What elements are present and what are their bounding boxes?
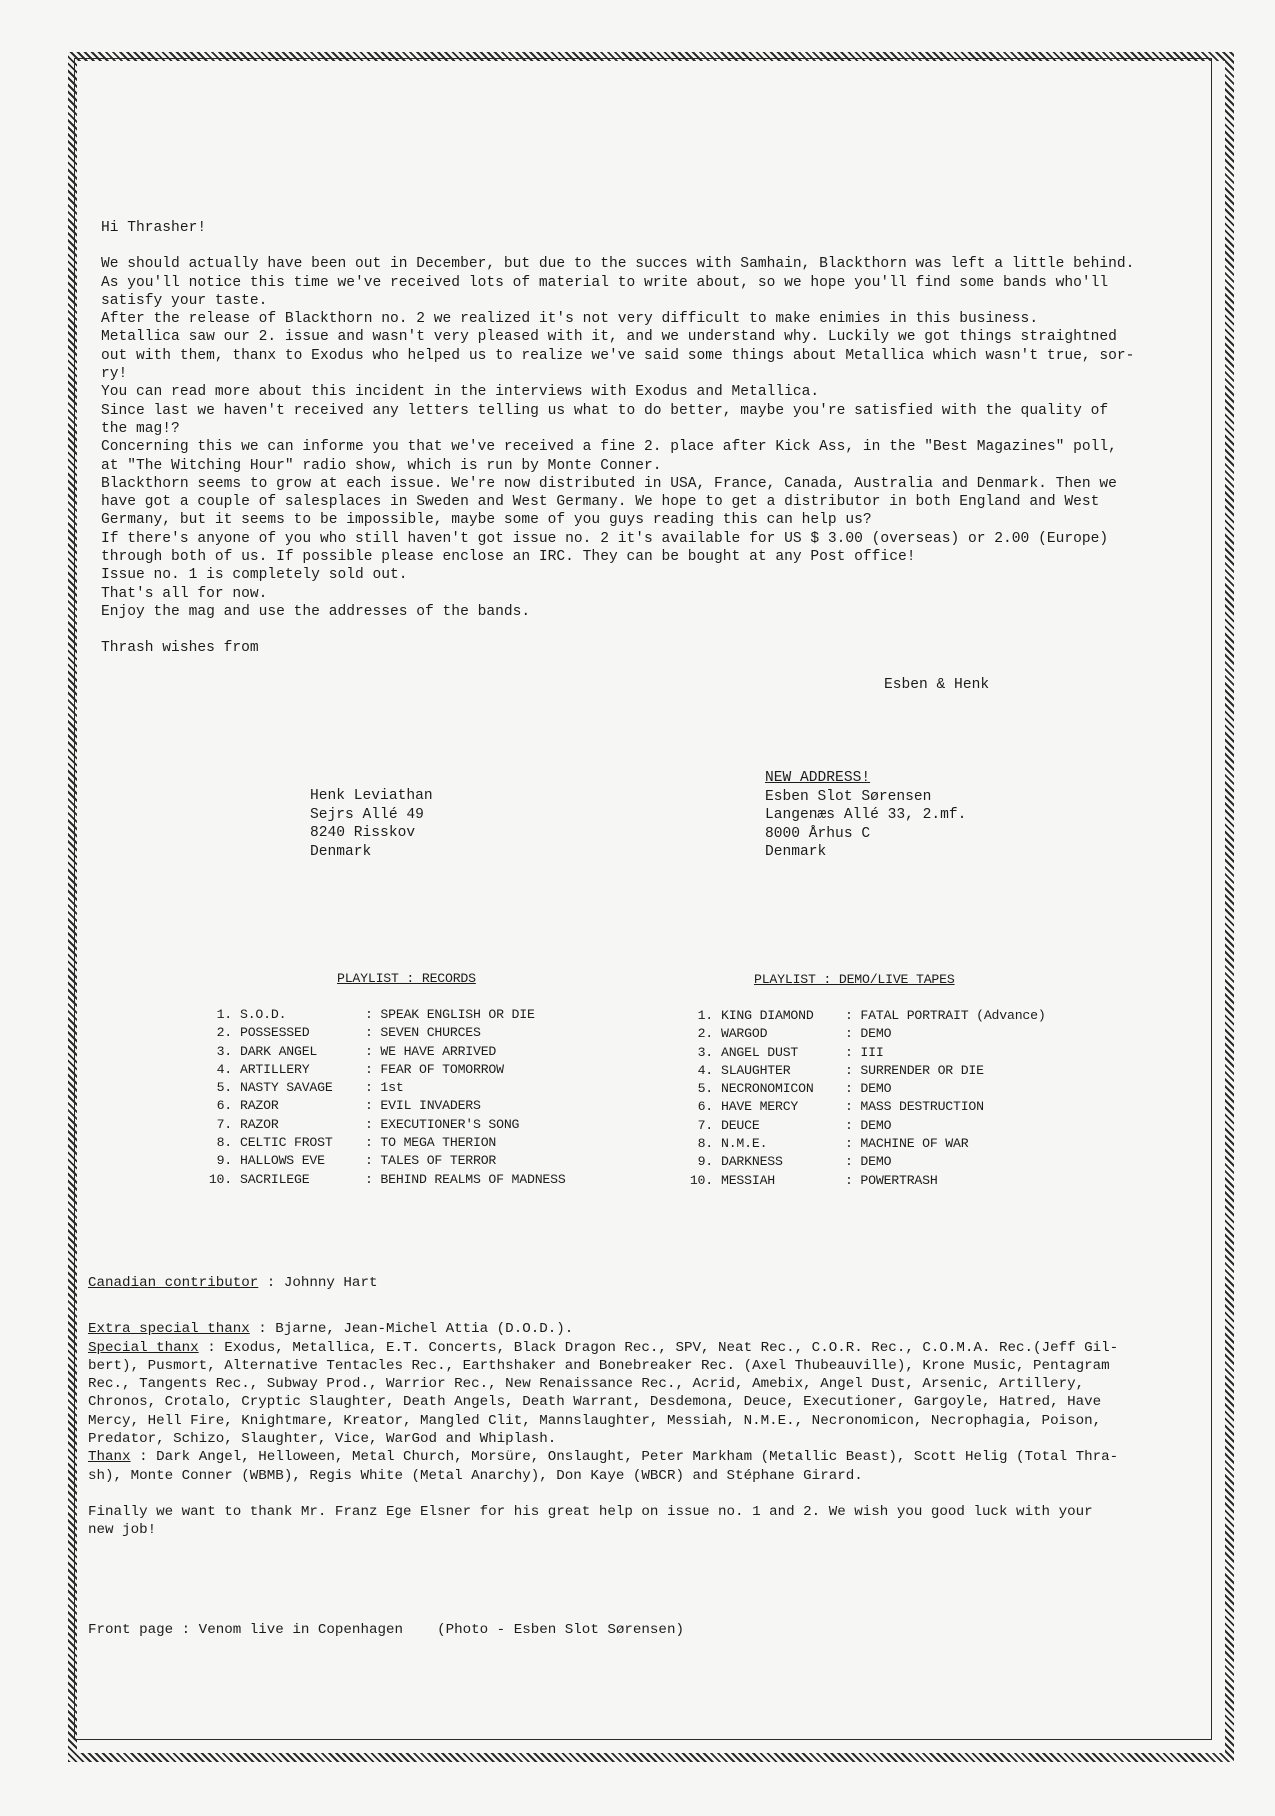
- extra-value: : Bjarne, Jean-Michel Attia (D.O.D.).: [249, 1321, 574, 1338]
- playlist-row: [673, 1062, 1046, 1080]
- address-line: Denmark: [310, 843, 372, 860]
- playlist-band: MESSIAH: [721, 1172, 775, 1188]
- playlist-band: DARK ANGEL: [240, 1043, 318, 1059]
- final-thanks: Finally we want to thank Mr. Franz Ege Elsner for his great help on issue no. 1 and 2. We wish you good luck with your new job!: [88, 1503, 1093, 1539]
- playlist-row: [673, 1025, 1046, 1043]
- playlist-rank: 10.: [689, 1172, 713, 1188]
- playlist-album: : DEMO: [845, 1081, 892, 1097]
- playlist-album: : WE HAVE ARRIVED: [365, 1043, 497, 1059]
- playlist-rank: 4.: [697, 1062, 713, 1078]
- playlist-album: : DEMO: [845, 1117, 892, 1133]
- playlist-rank: 9.: [697, 1154, 713, 1170]
- playlist-row: [673, 1080, 1046, 1098]
- thanx-label: Thanx: [88, 1449, 131, 1466]
- playlist-album: : TO MEGA THERION: [365, 1135, 497, 1151]
- playlist-band: DEUCE: [721, 1117, 760, 1133]
- playlist-album: : BEHIND REALMS OF MADNESS: [365, 1171, 566, 1187]
- playlist-rank: 10.: [208, 1171, 232, 1187]
- playlist-album: : SPEAK ENGLISH OR DIE: [365, 1007, 535, 1022]
- address-line: Langenæs Allé 33, 2.mf.: [765, 807, 967, 823]
- playlist-rank: 6.: [697, 1099, 713, 1115]
- playlist-rank: 6.: [216, 1098, 232, 1114]
- playlist-row: [192, 1152, 566, 1170]
- playlist-row: [192, 1061, 566, 1079]
- playlist-album: : FEAR OF TOMORROW: [365, 1061, 504, 1077]
- playlist-rank: 2.: [216, 1025, 232, 1041]
- playlist-row: [192, 1006, 566, 1024]
- playlist-band: ARTILLERY: [240, 1061, 310, 1077]
- playlist-row: [192, 1043, 566, 1061]
- playlist-row: [673, 1135, 1046, 1153]
- playlist-rank: 1.: [697, 1008, 713, 1023]
- playlist-band: WARGOD: [721, 1026, 768, 1042]
- playlist-rank: 4.: [216, 1061, 232, 1077]
- playlist-band: SACRILEGE: [240, 1171, 310, 1187]
- editorial-letter: [101, 219, 1181, 658]
- playlist-album: : FATAL PORTRAIT (Advance): [845, 1008, 1046, 1023]
- playlist-band: NASTY SAVAGE: [240, 1080, 333, 1096]
- playlist-album: : DEMO: [845, 1026, 892, 1042]
- playlist-album: : MASS DESTRUCTION: [845, 1099, 984, 1115]
- new-address-label: NEW ADDRESS!: [765, 770, 871, 786]
- playlist-rank: 5.: [216, 1080, 232, 1096]
- playlist-demos-title: PLAYLIST : DEMO/LIVE TAPES: [754, 972, 955, 987]
- greeting: Hi Thrasher!: [101, 220, 207, 236]
- playlist-rank: 5.: [697, 1081, 713, 1097]
- canadian-label: Canadian contributor: [88, 1275, 259, 1291]
- playlist-album: : SURRENDER OR DIE: [845, 1062, 984, 1078]
- address-line: 8240 Risskov: [310, 825, 416, 841]
- playlist-album: : III: [845, 1044, 884, 1060]
- playlist-row: [673, 1172, 1046, 1190]
- playlist-row: [673, 1044, 1046, 1062]
- playlist-row: [673, 1117, 1046, 1135]
- playlist-band: HALLOWS EVE: [240, 1153, 325, 1169]
- extra-special-thanx: [88, 1320, 1178, 1338]
- playlist-band: DARKNESS: [721, 1154, 783, 1170]
- front-page-credit: Front page : Venom live in Copenhagen (Photo - Esben Slot Sørensen): [88, 1622, 684, 1638]
- playlist-band: RAZOR: [240, 1116, 279, 1132]
- playlist-album: : MACHINE OF WAR: [845, 1136, 969, 1152]
- playlist-records: [192, 1006, 566, 1189]
- playlist-band: N.M.E.: [721, 1136, 768, 1152]
- playlist-rank: 1.: [216, 1007, 232, 1022]
- playlist-rank: 3.: [697, 1044, 713, 1060]
- playlist-album: : SEVEN CHURCES: [365, 1025, 481, 1041]
- playlist-album: : POWERTRASH: [845, 1172, 938, 1188]
- playlist-row: [192, 1024, 566, 1042]
- playlist-rank: 8.: [216, 1135, 232, 1151]
- playlist-band: POSSESSED: [240, 1025, 310, 1041]
- playlist-band: CELTIC FROST: [240, 1135, 333, 1151]
- playlist-album: : DEMO: [845, 1154, 892, 1170]
- playlist-band: S.O.D.: [240, 1007, 287, 1022]
- playlist-row: [192, 1116, 566, 1134]
- playlist-row: [192, 1079, 566, 1097]
- playlist-rank: 3.: [216, 1043, 232, 1059]
- thanx-value: : Dark Angel, Helloween, Metal Church, Morsüre, Onslaught, Peter Markham (Metallic Beast), Scott Helig (Total Thra- sh), Monte Conner (WBMB), Regis White (Metal Anarchy), Don Kaye (WBCR) and Stéphane Girard.: [88, 1449, 1119, 1484]
- playlist-rank: 8.: [697, 1136, 713, 1152]
- special-thanx: [88, 1339, 1178, 1449]
- thanx: [88, 1448, 1178, 1485]
- address-line: Sejrs Allé 49: [310, 806, 424, 823]
- address-line: Denmark: [765, 844, 827, 860]
- address-esben: [765, 769, 966, 862]
- playlist-rank: 7.: [697, 1117, 713, 1133]
- playlist-band: RAZOR: [240, 1098, 279, 1114]
- canadian-contributor: [88, 1274, 1178, 1292]
- canadian-value: : Johnny Hart: [258, 1275, 378, 1291]
- playlist-band: HAVE MERCY: [721, 1099, 799, 1115]
- address-line: Henk Leviathan: [310, 788, 433, 804]
- playlist-band: SLAUGHTER: [721, 1062, 791, 1078]
- letter-signature: Esben & Henk: [884, 677, 990, 693]
- playlist-rank: 9.: [216, 1153, 232, 1169]
- letter-closing: Thrash wishes from: [101, 640, 259, 657]
- letter-body: We should actually have been out in December, but due to the succes with Samhain, Blackthorn was left a little behind. As you'll notice this time we've received lots of material to write about, so we hope you'll find some bands who'll satisfy your taste. After the release of Blackthorn no. 2 we realized it's not very difficult to make enimies in this business. Metallica saw our 2. issue and wasn't very pleased with it, and we understand why. Luckily we got things straightned out with them, thanx to Exodus who helped us to realize we've said some things about Metallica which wasn't true, sor- ry! You can read more about this incident in the interviews with Exodus and Metallica. Since last we haven't received any letters telling us what to do better, maybe you're satisfied with the quality of the mag!? Concerning this we can informe you that we've received a fine 2. place after Kick Ass, in the "Best Magazines" poll, at "The Witching Hour" radio show, which is run by Monte Conner. Blackthorn seems to grow at each issue. We're now distributed in USA, France, Canada, Australia and Denmark. Then we have got a couple of salesplaces in Sweden and West Germany. We hope to get a distributor in both England and West Germany, but it seems to be impossible, maybe some of you guys reading this can help us? If there's anyone of you who still haven't got issue no. 2 it's available for US $ 3.00 (overseas) or 2.00 (Europe) through both of us. If possible please enclose an IRC. They can be bought at any Post office! Issue no. 1 is completely sold out. That's all for now. Enjoy the mag and use the addresses of the bands.: [101, 256, 1135, 620]
- playlist-row: [192, 1134, 566, 1152]
- playlist-rank: 7.: [216, 1116, 232, 1132]
- playlist-row: [673, 1153, 1046, 1171]
- address-line: Esben Slot Sørensen: [765, 788, 932, 805]
- playlist-album: : EXECUTIONER'S SONG: [365, 1116, 520, 1132]
- playlist-demos: [673, 1007, 1046, 1190]
- playlist-album: : TALES OF TERROR: [365, 1153, 497, 1169]
- playlist-row: [673, 1007, 1046, 1025]
- special-label: Special thanx: [88, 1339, 199, 1356]
- extra-label: Extra special thanx: [88, 1321, 250, 1338]
- playlist-band: KING DIAMOND: [721, 1008, 814, 1023]
- playlist-row: [192, 1097, 566, 1115]
- playlist-album: : 1st: [365, 1080, 404, 1096]
- playlist-band: ANGEL DUST: [721, 1044, 799, 1060]
- playlist-rank: 2.: [697, 1026, 713, 1042]
- playlist-band: NECRONOMICON: [721, 1081, 814, 1097]
- playlist-album: : EVIL INVADERS: [365, 1098, 481, 1114]
- playlist-row: [673, 1098, 1046, 1116]
- playlist-records-title: PLAYLIST : RECORDS: [337, 971, 476, 986]
- playlist-row: [192, 1171, 566, 1189]
- special-value: : Exodus, Metallica, E.T. Concerts, Black Dragon Rec., SPV, Neat Rec., C.O.R. Rec., C.O.M.A. Rec.(Jeff Gil- bert), Pusmort, Alternative Tentacles Rec., Earthshaker and Bonebreaker Rec. (Axel Thubeauville), Krone Music, Pentagram Rec., Tangents Rec., Subway Prod., Warrior Rec., New Renaissance Rec., Acrid, Amebix, Angel Dust, Arsenic, Artillery, Chronos, Crotalo, Cryptic Slaughter, Death Angels, Death Warrant, Desdemona, Deuce, Executioner, Gargoyle, Hatred, Have Mercy, Hell Fire, Knightmare, Kreator, Mangled Clit, Mannslaughter, Messiah, N.M.E., Necronomicon, Necrophagia, Poison, Predator, Schizo, Slaughter, Vice, WarGod and Whiplash.: [88, 1339, 1119, 1448]
- address-line: 8000 Århus C: [765, 825, 871, 842]
- address-henk: [310, 787, 433, 861]
- credits: [88, 1274, 1178, 1540]
